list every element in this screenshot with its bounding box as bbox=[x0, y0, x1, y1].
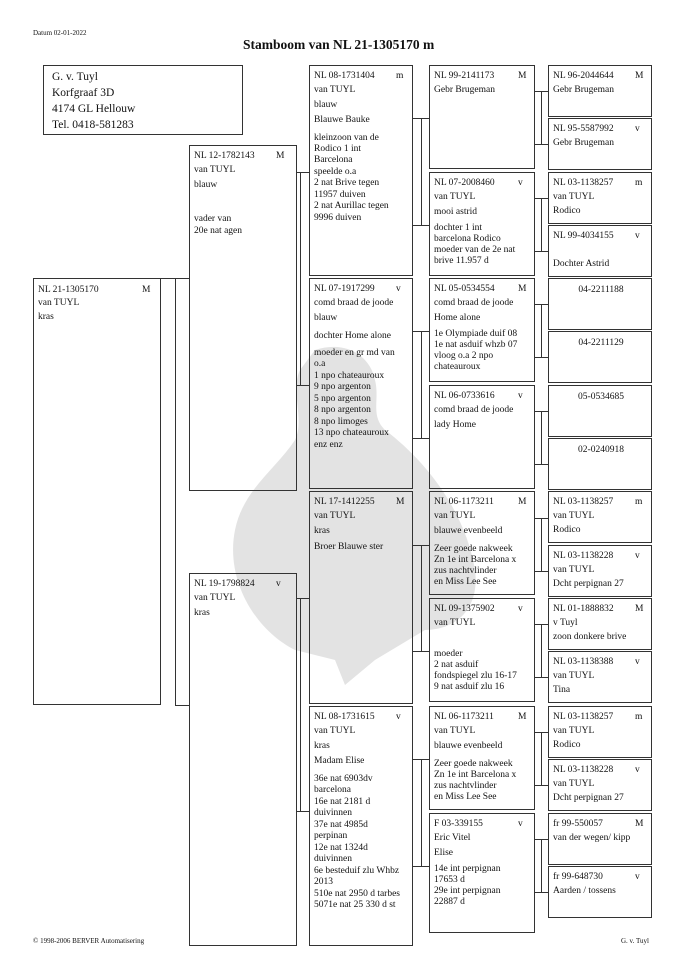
gen4-sex: v bbox=[635, 657, 640, 667]
gen3-line: van TUYL bbox=[434, 726, 476, 736]
connector-line bbox=[541, 91, 542, 144]
connector-line bbox=[535, 357, 548, 358]
sd-name: dochter Home alone bbox=[314, 331, 392, 341]
gen3-ring: F 03-339155 bbox=[434, 819, 483, 829]
gen4-ring: NL 96-2044644 bbox=[553, 71, 614, 81]
sd-note: 5 npo argenton bbox=[314, 394, 371, 404]
connector-line bbox=[413, 331, 429, 332]
gen4-ring: 02-0240918 bbox=[578, 445, 624, 455]
connector-line bbox=[421, 331, 422, 438]
ds-name: Broer Blauwe ster bbox=[314, 542, 384, 552]
gen3-line: mooi astrid bbox=[434, 207, 478, 217]
connector-line bbox=[421, 118, 422, 225]
gen3-ring: NL 07-2008460 bbox=[434, 178, 495, 188]
gen4-ring: NL 03-1138228 bbox=[553, 765, 614, 775]
gen4-sex: v bbox=[635, 551, 640, 561]
sd-color: blauw bbox=[314, 313, 338, 323]
gen4-line: Dcht perpignan 27 bbox=[553, 579, 624, 589]
dd-ring: NL 08-1731615 bbox=[314, 712, 375, 722]
gen4-line: Aarden / tossens bbox=[553, 886, 616, 896]
gen4-line: Gebr Brugeman bbox=[553, 85, 614, 95]
dd-note: 6e besteduif zlu Whbz bbox=[314, 866, 400, 876]
owner-box bbox=[43, 65, 243, 135]
connector-line bbox=[541, 198, 542, 251]
gen4-sex: v bbox=[635, 231, 640, 241]
dd-color: kras bbox=[314, 741, 330, 751]
sire-sex: M bbox=[276, 151, 285, 161]
gen3-box bbox=[429, 172, 535, 276]
dd-note: 16e nat 2181 d bbox=[314, 797, 371, 807]
gen3-note: Zeer goede nakweek bbox=[434, 759, 513, 769]
gen3-line: van TUYL bbox=[434, 618, 476, 628]
gen4-line: v Tuyl bbox=[553, 618, 578, 628]
connector-line bbox=[413, 118, 429, 119]
gen3-sex: M bbox=[518, 497, 527, 507]
connector-line bbox=[541, 839, 542, 892]
sd-note: 9 npo argenton bbox=[314, 382, 371, 392]
gen3-note: 1e nat asduif whzb 07 bbox=[434, 340, 518, 350]
ss-note: 2 nat Aurillac tegen bbox=[314, 201, 389, 211]
sd-note: moeder en gr md van bbox=[314, 348, 395, 358]
gen2-sd-box bbox=[309, 278, 413, 489]
footer-copyright: © 1998-2006 BERVER Automatisering bbox=[33, 937, 145, 945]
gen3-note: en Miss Lee See bbox=[434, 577, 497, 587]
gen4-ring: 05-0534685 bbox=[578, 392, 624, 402]
sd-note: 1 npo chateauroux bbox=[314, 371, 385, 381]
dd-note: perpinan bbox=[314, 831, 348, 841]
sire-ring: NL 12-1782143 bbox=[194, 151, 255, 161]
gen3-box bbox=[429, 598, 535, 702]
connector-line bbox=[175, 278, 189, 279]
gen4-line: van der wegen/ kipp bbox=[553, 833, 631, 843]
subject-breeder: van TUYL bbox=[38, 298, 80, 308]
gen3-note: 14e int perpignan bbox=[434, 864, 501, 874]
gen3-line: Home alone bbox=[434, 313, 481, 323]
gen3-ring: NL 06-0733616 bbox=[434, 391, 495, 401]
gen3-sex: v bbox=[518, 604, 523, 614]
gen4-ring: fr 99-550057 bbox=[553, 819, 603, 829]
gen3-line: comd braad de joode bbox=[434, 298, 514, 308]
connector-line bbox=[535, 677, 548, 678]
gen3-note: zus nachtvlinder bbox=[434, 566, 497, 576]
gen4-line: Rodico bbox=[553, 525, 581, 535]
ss-breeder: van TUYL bbox=[314, 85, 356, 95]
gen3-note: zus nachtvlinder bbox=[434, 781, 497, 791]
dd-sex: v bbox=[396, 712, 401, 722]
ss-name: Blauwe Bauke bbox=[314, 115, 370, 125]
gen3-note: brive 11.957 d bbox=[434, 256, 489, 266]
connector-line bbox=[535, 732, 548, 733]
connector-line bbox=[413, 651, 429, 652]
gen3-line: van TUYL bbox=[434, 511, 476, 521]
sd-note: 13 npo chateauroux bbox=[314, 428, 389, 438]
footer-owner: G. v. Tuyl bbox=[621, 937, 649, 945]
ss-note: Barcelona bbox=[314, 155, 353, 165]
dam-ring: NL 19-1798824 bbox=[194, 579, 255, 589]
sire-color: blauw bbox=[194, 180, 218, 190]
ss-ring: NL 08-1731404 bbox=[314, 71, 375, 81]
ss-note: speelde o.a bbox=[314, 167, 357, 177]
gen3-note: 9 nat asduif zlu 16 bbox=[434, 682, 505, 692]
connector-line bbox=[535, 785, 548, 786]
gen4-box bbox=[548, 866, 652, 918]
gen4-sex: m bbox=[635, 178, 643, 188]
gen3-note: 22887 d bbox=[434, 897, 465, 907]
connector-line bbox=[297, 811, 309, 812]
subject-box bbox=[33, 278, 161, 705]
connector-line bbox=[535, 251, 548, 252]
dam-box bbox=[189, 573, 297, 946]
gen4-line: van TUYL bbox=[553, 565, 595, 575]
gen4-box bbox=[548, 598, 652, 650]
gen4-line: van TUYL bbox=[553, 192, 595, 202]
dam-sex: v bbox=[276, 579, 281, 589]
gen3-note: dochter 1 int bbox=[434, 223, 483, 233]
connector-line bbox=[413, 225, 429, 226]
gen4-box bbox=[548, 651, 652, 703]
gen4-line: Rodico bbox=[553, 206, 581, 216]
gen4-line: Gebr Brugeman bbox=[553, 138, 614, 148]
page-title: Stamboom van NL 21-1305170 m bbox=[243, 37, 435, 52]
gen4-sex: M bbox=[635, 604, 644, 614]
connector-line bbox=[541, 304, 542, 357]
gen3-box bbox=[429, 813, 535, 933]
gen3-box bbox=[429, 706, 535, 810]
gen3-sex: v bbox=[518, 178, 523, 188]
connector-line bbox=[535, 144, 548, 145]
gen3-line: Elise bbox=[434, 848, 453, 858]
gen4-box bbox=[548, 172, 652, 224]
subject-sex: M bbox=[142, 285, 151, 295]
gen3-note: 2 nat asduif bbox=[434, 660, 479, 670]
gen3-line: Eric Vitel bbox=[434, 833, 471, 843]
gen4-ring: NL 99-4034155 bbox=[553, 231, 614, 241]
connector-line bbox=[297, 385, 309, 386]
gen4-line: zoon donkere brive bbox=[553, 632, 627, 642]
gen3-note: Zn 1e int Barcelona x bbox=[434, 770, 517, 780]
connector-line bbox=[541, 624, 542, 677]
gen3-box bbox=[429, 491, 535, 595]
sire-note: 20e nat agen bbox=[194, 226, 243, 236]
connector-line bbox=[535, 571, 548, 572]
gen4-line: van TUYL bbox=[553, 779, 595, 789]
sd-ring: NL 07-1917299 bbox=[314, 284, 375, 294]
gen4-sex: M bbox=[635, 71, 644, 81]
gen4-sex: v bbox=[635, 765, 640, 775]
connector-line bbox=[297, 598, 309, 599]
gen3-line: lady Home bbox=[434, 420, 476, 430]
sd-breeder: comd braad de joode bbox=[314, 298, 394, 308]
dd-note: 2013 bbox=[314, 877, 333, 887]
gen4-box bbox=[548, 65, 652, 117]
gen4-line: van TUYL bbox=[553, 511, 595, 521]
gen3-note: chateauroux bbox=[434, 362, 481, 372]
gen4-line: Dcht perpignan 27 bbox=[553, 793, 624, 803]
dd-note: 12e nat 1324d bbox=[314, 843, 368, 853]
gen3-note: vloog o.a 2 npo bbox=[434, 351, 494, 361]
connector-line bbox=[535, 839, 548, 840]
gen3-line: Gebr Brugeman bbox=[434, 85, 495, 95]
ss-note: 2 nat Brive tegen bbox=[314, 178, 380, 188]
gen3-note: moeder bbox=[434, 649, 463, 659]
sd-note: 8 npo limoges bbox=[314, 417, 368, 427]
connector-line bbox=[297, 172, 309, 173]
gen3-line: van TUYL bbox=[434, 192, 476, 202]
owner-name: G. v. Tuyl bbox=[52, 71, 98, 83]
sd-sex: v bbox=[396, 284, 401, 294]
connector-line bbox=[175, 278, 176, 705]
gen3-note: Zn 1e int Barcelona x bbox=[434, 555, 517, 565]
gen4-ring: NL 03-1138388 bbox=[553, 657, 614, 667]
gen3-line: blauwe evenbeeld bbox=[434, 741, 503, 751]
gen2-ss-box bbox=[309, 65, 413, 276]
gen3-ring: NL 06-1173211 bbox=[434, 712, 494, 722]
gen3-note: Zeer goede nakweek bbox=[434, 544, 513, 554]
subject-color: kras bbox=[38, 312, 54, 322]
connector-line bbox=[535, 304, 548, 305]
dd-note: 37e nat 4985d bbox=[314, 820, 368, 830]
dd-note: 510e nat 2950 d tarbes bbox=[314, 889, 401, 899]
gen4-box bbox=[548, 491, 652, 543]
subject-ring: NL 21-1305170 bbox=[38, 285, 99, 295]
owner-street: Korfgraaf 3D bbox=[52, 87, 115, 99]
dd-note: barcelona bbox=[314, 785, 351, 795]
connector-line bbox=[541, 518, 542, 571]
sire-box bbox=[189, 145, 297, 491]
ss-note: Rodico 1 int bbox=[314, 144, 361, 154]
dam-color: kras bbox=[194, 608, 210, 618]
connector-line bbox=[535, 518, 548, 519]
gen4-box bbox=[548, 545, 652, 597]
gen3-note: en Miss Lee See bbox=[434, 792, 497, 802]
gen4-box bbox=[548, 225, 652, 277]
sire-note: vader van bbox=[194, 214, 232, 224]
gen4-ring: 04-2211129 bbox=[578, 338, 624, 348]
gen3-box bbox=[429, 278, 535, 382]
dd-breeder: van TUYL bbox=[314, 726, 356, 736]
ss-note: 11957 duiven bbox=[314, 190, 366, 200]
gen4-ring: NL 03-1138257 bbox=[553, 712, 614, 722]
gen4-box bbox=[548, 331, 652, 383]
ds-breeder: van TUYL bbox=[314, 511, 356, 521]
connector-line bbox=[535, 624, 548, 625]
connector-line bbox=[535, 892, 548, 893]
dd-note: 36e nat 6903dv bbox=[314, 774, 373, 784]
dd-note: 5071e nat 25 330 d st bbox=[314, 900, 396, 910]
connector-line bbox=[535, 198, 548, 199]
gen4-ring: NL 03-1138228 bbox=[553, 551, 614, 561]
connector-line bbox=[413, 759, 429, 760]
sd-note: o.a bbox=[314, 359, 326, 369]
connector-line bbox=[421, 759, 422, 866]
connector-line bbox=[535, 91, 548, 92]
gen2-ds-box bbox=[309, 491, 413, 704]
gen3-sex: M bbox=[518, 284, 527, 294]
connector-line bbox=[413, 438, 429, 439]
ds-color: kras bbox=[314, 526, 330, 536]
gen3-note: 17653 d bbox=[434, 875, 465, 885]
owner-tel: Tel. 0418-581283 bbox=[52, 119, 134, 131]
gen3-ring: NL 99-2141173 bbox=[434, 71, 495, 81]
gen3-line: blauwe evenbeeld bbox=[434, 526, 503, 536]
gen3-note: 29e int perpignan bbox=[434, 886, 501, 896]
connector-line bbox=[175, 705, 189, 706]
gen4-sex: v bbox=[635, 872, 640, 882]
gen4-sex: m bbox=[635, 497, 643, 507]
gen3-note: 1e Olympiade duif 08 bbox=[434, 329, 518, 339]
connector-line bbox=[535, 464, 548, 465]
gen4-box bbox=[548, 706, 652, 758]
gen3-note: fondspiegel zlu 16-17 bbox=[434, 671, 517, 681]
dd-note: duivinnen bbox=[314, 854, 352, 864]
gen4-box bbox=[548, 278, 652, 330]
gen4-line: van TUYL bbox=[553, 671, 595, 681]
gen2-dd-box bbox=[309, 706, 413, 946]
gen3-note: moeder van de 2e nat bbox=[434, 245, 516, 255]
dd-note: duivinnen bbox=[314, 808, 352, 818]
gen4-box bbox=[548, 759, 652, 811]
datum: Datum 02-01-2022 bbox=[33, 29, 87, 37]
gen4-line: van TUYL bbox=[553, 726, 595, 736]
gen4-ring: NL 95-5587992 bbox=[553, 124, 614, 134]
gen4-ring: NL 03-1138257 bbox=[553, 497, 614, 507]
sd-note: 8 npo argenton bbox=[314, 405, 371, 415]
gen4-line: Dochter Astrid bbox=[553, 259, 610, 269]
connector-line bbox=[413, 866, 429, 867]
gen4-box bbox=[548, 813, 652, 865]
gen3-ring: NL 09-1375902 bbox=[434, 604, 495, 614]
gen4-ring: 04-2211188 bbox=[578, 285, 624, 295]
gen4-line: Rodico bbox=[553, 740, 581, 750]
connector-line bbox=[541, 732, 542, 785]
connector-line bbox=[541, 411, 542, 464]
sd-note: enz enz bbox=[314, 440, 343, 450]
sire-breeder: van TUYL bbox=[194, 165, 236, 175]
gen4-box bbox=[548, 438, 652, 490]
gen4-box bbox=[548, 118, 652, 170]
gen3-ring: NL 05-0534554 bbox=[434, 284, 495, 294]
connector-line bbox=[535, 411, 548, 412]
gen3-sex: M bbox=[518, 71, 527, 81]
gen4-sex: M bbox=[635, 819, 644, 829]
connector-line bbox=[300, 172, 301, 385]
gen4-ring: NL 01-1888832 bbox=[553, 604, 614, 614]
gen3-sex: v bbox=[518, 819, 523, 829]
owner-city: 4174 GL Hellouw bbox=[52, 103, 136, 115]
gen3-note: barcelona Rodico bbox=[434, 234, 501, 244]
connector-line bbox=[161, 278, 175, 279]
dam-breeder: van TUYL bbox=[194, 593, 236, 603]
gen4-sex: m bbox=[635, 712, 643, 722]
ds-ring: NL 17-1412255 bbox=[314, 497, 375, 507]
gen3-ring: NL 06-1173211 bbox=[434, 497, 494, 507]
gen4-sex: v bbox=[635, 124, 640, 134]
gen3-box bbox=[429, 385, 535, 489]
dd-name: Madam Elise bbox=[314, 756, 365, 766]
ss-note: kleinzoon van de bbox=[314, 133, 379, 143]
gen4-box bbox=[548, 385, 652, 437]
connector-line bbox=[413, 545, 429, 546]
ss-color: blauw bbox=[314, 100, 338, 110]
connector-line bbox=[421, 545, 422, 651]
gen3-line: comd braad de joode bbox=[434, 405, 514, 415]
gen4-ring: fr 99-648730 bbox=[553, 872, 603, 882]
ss-sex: m bbox=[396, 71, 404, 81]
gen3-sex: v bbox=[518, 391, 523, 401]
gen3-box bbox=[429, 65, 535, 169]
gen4-ring: NL 03-1138257 bbox=[553, 178, 614, 188]
ss-note: 9996 duiven bbox=[314, 213, 362, 223]
ds-sex: M bbox=[396, 497, 405, 507]
connector-line bbox=[300, 598, 301, 811]
gen3-sex: M bbox=[518, 712, 527, 722]
gen4-line: Tina bbox=[553, 685, 571, 695]
